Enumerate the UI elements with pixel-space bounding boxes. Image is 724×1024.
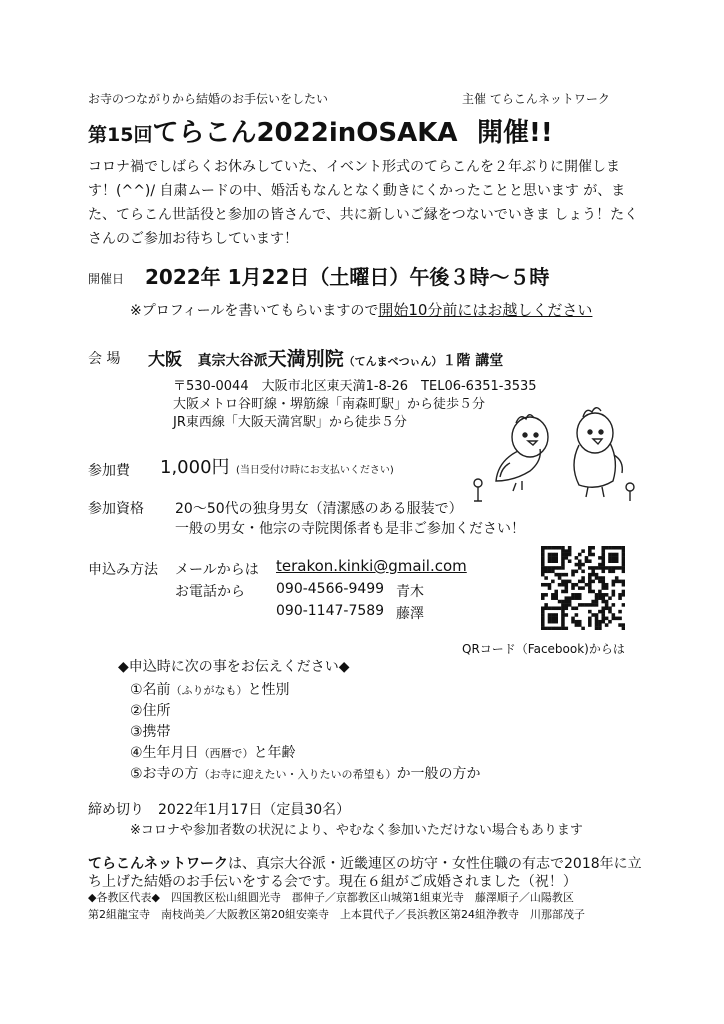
venue-city: 大阪 [148,350,182,370]
tell-item-5-c: か一般の方か [396,766,481,782]
venue-access-1: 大阪メトロ谷町線・堺筋線「南森町駅」から徒歩５分 [173,397,486,412]
network-reps-2: 第2組龍宝寺 南枝尚美／大阪教区第20組安楽寺 上本貫代子／長浜教区第24組浄教寺 川那部茂子 [88,908,585,921]
tell-item-4 [130,742,296,762]
tagline: お寺のつながりから結婚のお手伝いをしたい [88,92,329,106]
tell-item-1 [130,679,290,699]
mail-label: メールからは [175,562,259,578]
venue-sect: 真宗大谷派 [197,353,268,369]
eligibility-label: 参加資格 [88,501,144,517]
birds-illustration [470,405,640,505]
date-label: 開催日 [88,272,125,286]
network-desc-1-text: は、真宗大谷派・近畿連区の坊守・女性住職の有志で2018年に立 [228,856,642,872]
network-reps-1: ◆各教区代表◆ 四国教区松山組圓光寺 郡伸子／京都教区山城第1組東光寺 藤澤順子／山陽教区 [88,891,574,904]
tell-item-5 [130,763,481,783]
tell-item-3: ③携帯 [130,724,171,740]
title-ordinal: 第15回 [88,124,153,146]
fee-amount: 1,000円 [160,457,230,478]
venue-access-2: JR東西線「大阪天満宮駅」から徒歩５分 [173,415,407,430]
tell-item-4-a: ④生年月日 [130,745,199,761]
venue-floor: １階 講堂 [442,353,504,369]
deadline-note: ※コロナや参加者数の状況により、やむなく参加いただけない場合もあります [130,823,583,838]
phone-2-name: 藤澤 [396,606,424,622]
network-name: てらこんネットワーク [88,856,228,872]
date-note-emphasis: 開始10分前にはお越しください [378,301,593,319]
fee-note: (当日受付け時にお支払いください) [236,465,394,476]
phone-2: 090-1147-7589 [276,603,385,619]
qr-caption: QRコード（Facebook)からは [462,642,625,656]
organizer: 主催 てらこんネットワーク [462,92,610,106]
tell-item-4-b: （西暦で） [198,747,254,760]
tell-item-5-a: ⑤お寺の方 [130,766,199,782]
email-link[interactable]: terakon.kinki@gmail.com [276,557,467,575]
tell-item-2: ②住所 [130,703,171,719]
network-desc-2: ち上げた結婚のお手伝いをする会です。現在６組がご成婚されました（祝！） [88,874,577,890]
tell-item-1-c: と性別 [247,682,290,698]
tell-heading: ◆申込時に次の事をお伝えください◆ [118,659,350,675]
venue-reading: （てんまべつぃん） [343,355,443,368]
venue-name [148,344,503,371]
venue-address: 〒530-0044 大阪市北区東天満1-8-26 TEL06-6351-3535 [173,379,537,394]
tell-item-1-b: （ふりがなも） [170,684,248,697]
title-kaisai: 開催!! [477,118,553,148]
eligibility-line-2: 一般の男女・他宗の寺院関係者も是非ご参加ください！ [175,521,525,537]
phone-1: 090-4566-9499 [276,581,385,597]
tell-item-5-b: （お寺に迎えたい・入りたいの希望も） [198,768,397,781]
deadline: 締め切り 2022年1月17日（定員30名） [88,802,351,818]
date-note-prefix: ※プロフィールを書いてもらいますので [130,303,379,319]
venue-temple: 天満別院 [267,348,344,370]
event-date: 2022年 1月22日（土曜日）午後３時～５時 [145,265,550,289]
intro-paragraph: コロナ禍でしばらくお休みしていた、イベント形式のてらこんを２年ぶりに開催しま す！(^^)/ 自粛ムードの中、婚活もなんとなく動きにくかったことと思います が、また、てらこん世話役と参加の皆さんで、共に新しいご縁をつないでいきま しょう！たくさんのご参加お待ちしています！ [88,159,639,247]
phone-1-name: 青木 [396,584,424,600]
tell-item-1-a: ①名前 [130,682,171,698]
venue-label: 会 場 [88,351,121,367]
apply-label: 申込み方法 [88,562,158,578]
qr-code[interactable] [541,546,625,630]
network-desc-1 [88,853,642,873]
fee-label: 参加費 [88,463,130,479]
title-main: てらこん2022inOSAKA [152,118,458,148]
date-note [130,299,592,320]
phone-label: お電話から [175,584,245,600]
page-title [88,112,553,149]
eligibility-line-1: 20～50代の独身男女（清潔感のある服装で） [175,501,463,517]
tell-item-4-c: と年齢 [253,745,296,761]
